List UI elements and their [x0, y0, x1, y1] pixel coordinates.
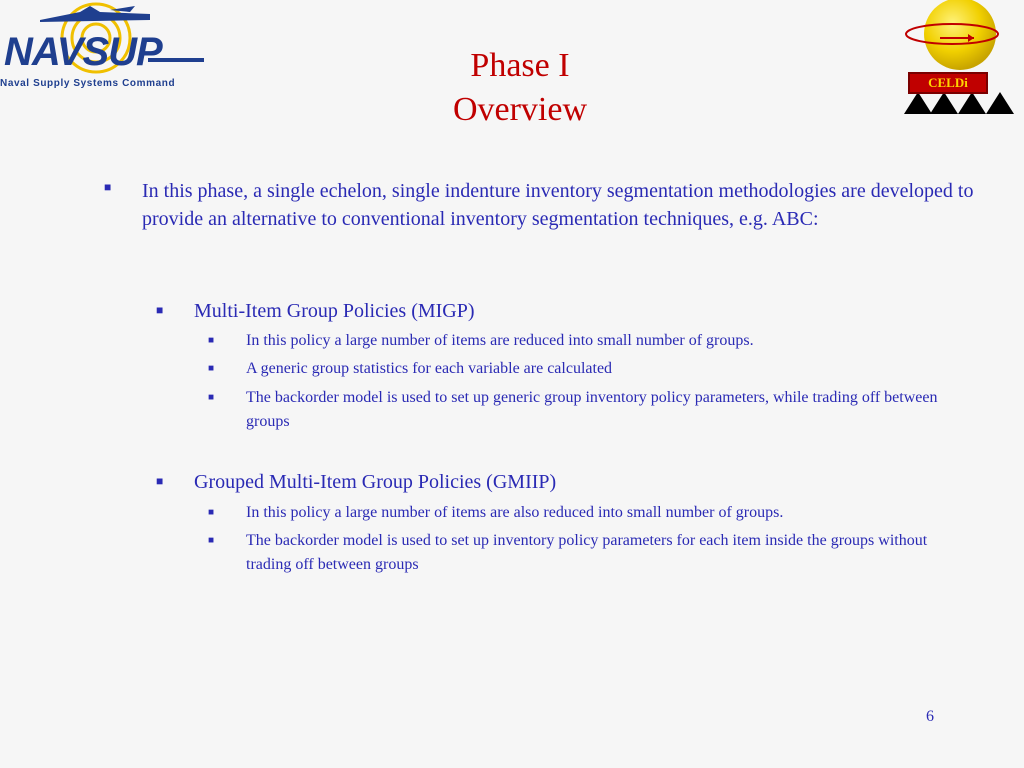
main-bullet: In this phase, a single echelon, single indenture inventory segmentation methodologies are developed to provide an alternative to conventional inventory segmentation techniques, e.g. ABC: — [142, 180, 974, 230]
celdi-label: CELDi — [908, 72, 988, 94]
migp-item: In this policy a large number of items are reduced into small number of groups. — [246, 332, 754, 349]
bullet-square-icon: ■ — [156, 303, 164, 317]
bullet-square-icon: ■ — [208, 363, 215, 374]
migp-item: A generic group statistics for each variable are calculated — [246, 360, 613, 377]
bullet-square-icon: ■ — [156, 474, 164, 488]
title-line-2: Overview — [452, 91, 588, 128]
bullet-square-icon: ■ — [208, 535, 215, 546]
bullet-square-icon: ■ — [208, 507, 215, 518]
navsup-logo — [0, 0, 206, 96]
gmiip-heading: Grouped Multi-Item Group Policies (GMIIP) — [194, 471, 557, 493]
migp-item: The backorder model is used to set up generic group inventory policy parameters, while trading off between groups — [246, 389, 938, 430]
title-line-1: Phase I — [470, 47, 570, 84]
migp-heading: Multi-Item Group Policies (MIGP) — [194, 300, 475, 322]
gmiip-item: In this policy a large number of items are also reduced into small number of groups. — [246, 504, 784, 521]
bullet-square-icon: ■ — [104, 180, 112, 194]
logo-subtitle: Naval Supply Systems Command — [0, 78, 176, 89]
celdi-globe-icon — [900, 0, 1018, 118]
slide-title — [320, 44, 720, 132]
gmiip-item: The backorder model is used to set up inventory policy parameters for each item inside the groups without trading off between groups — [246, 532, 928, 573]
logo-wordmark: NAVSUP — [4, 30, 162, 74]
bullet-square-icon: ■ — [208, 392, 215, 403]
page-number: 6 — [926, 708, 934, 725]
bullet-square-icon: ■ — [208, 335, 215, 346]
